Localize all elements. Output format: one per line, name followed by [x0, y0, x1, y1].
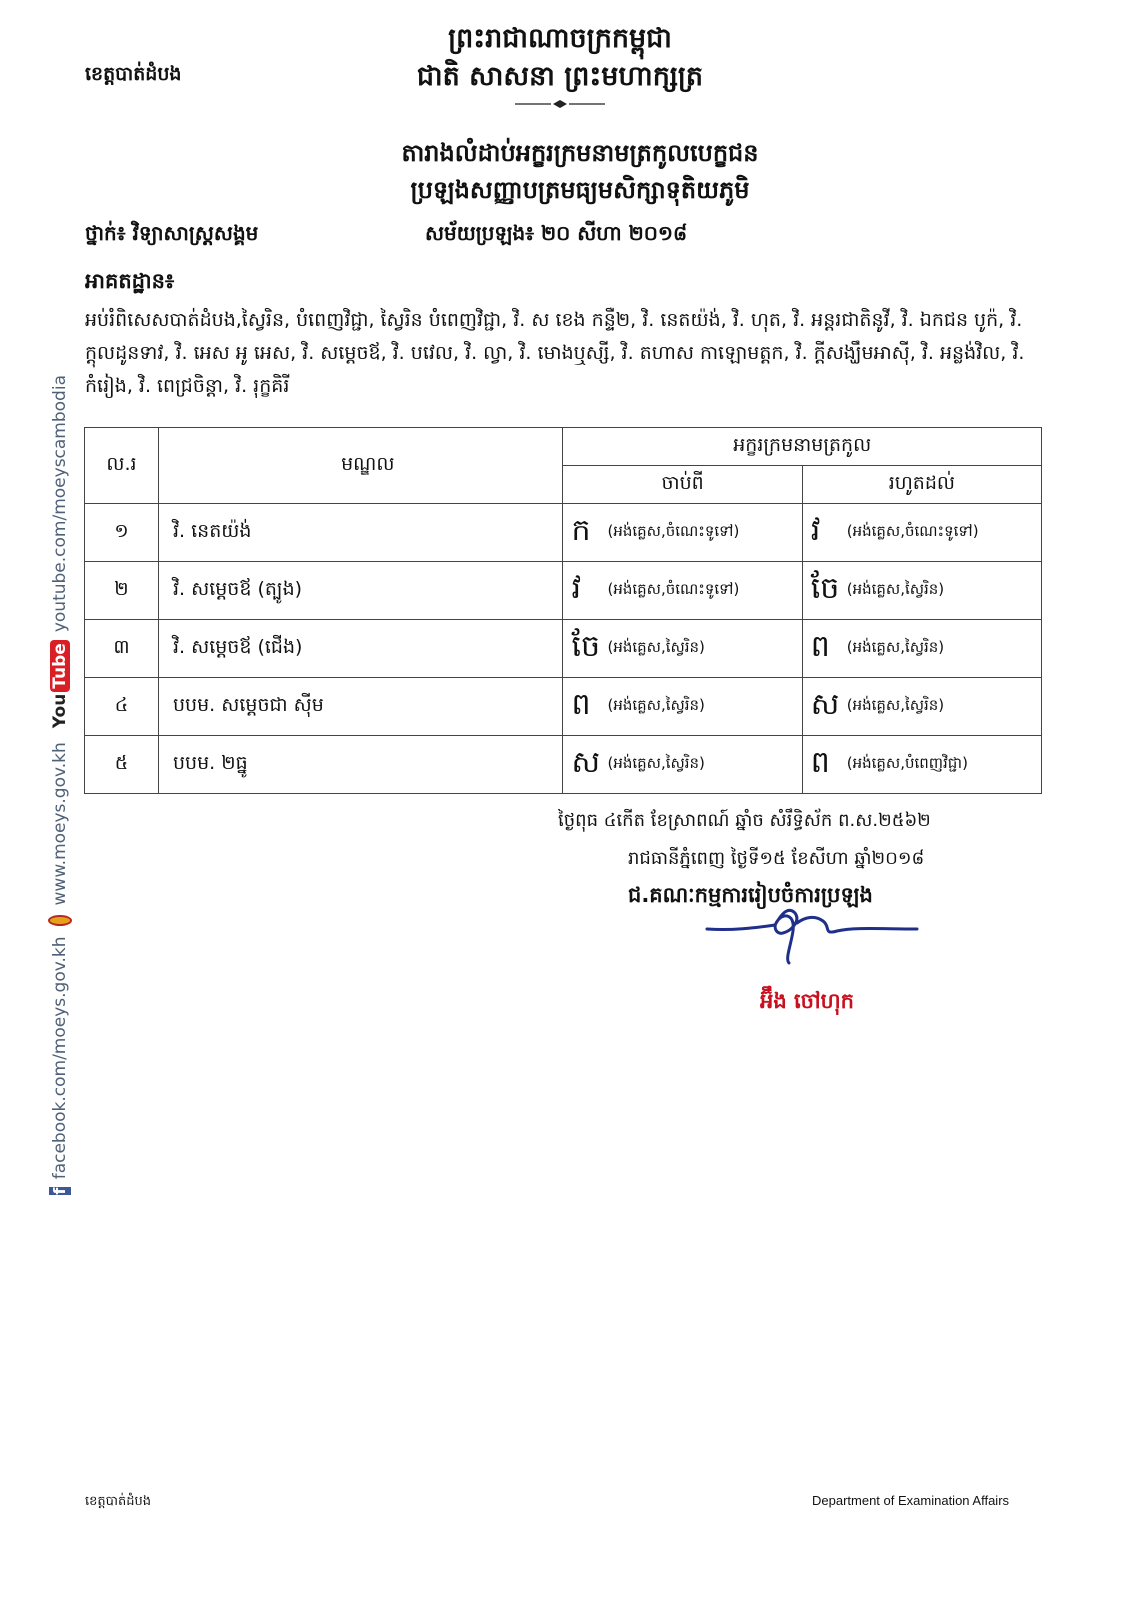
facebook-icon: f: [50, 1187, 69, 1195]
to-letter: ព: [810, 628, 830, 664]
row-to: [802, 678, 1041, 736]
from-letter: វ: [571, 570, 582, 606]
exam-date-label: សម័យប្រឡង៖ ២០ សីហា ២០១៨: [425, 221, 688, 245]
from-letter: ព: [571, 686, 591, 722]
row-to: [802, 504, 1041, 562]
header-number: ល.រ: [85, 428, 159, 504]
row-from: [563, 736, 802, 794]
to-note: (អង់គ្លេស,ស្វៃរិន): [846, 637, 945, 656]
row-number: ៥: [85, 736, 159, 794]
row-from: [563, 562, 802, 620]
department-label: ថ្នាក់៖ វិទ្យាសាស្ត្រសង្គម: [85, 221, 259, 245]
to-note: (អង់គ្លេស,ស្វៃរិន): [846, 695, 945, 714]
centers-list: អប់រំពិសេសបាត់ដំបង,ស្វៃរិន, បំពេញវិជ្ជា, ស្វៃរិន បំពេញវិជ្ជា, វិ. ស ខេង កន្ទឺ២, វិ. នេតយ៉ង់, វិ. ហុត, វិ. អន្តរជាតិនូវី, វិ. ឯកជន បូក៉, វិ. ក្តុលដូនទាវ, វិ. អេស អូ អេស, វិ. សម្តេចឪ, វិ. បវេល, វិ. ល្វា, វិ. មោងឬស្សី, វិ. តហាស កាឡោមត្តក, វិ. ក្តីសង្ឃឹមអាស៊ី, វិ. អន្លង់វិល, វិ. កំរៀង, វិ. ពេជ្រចិន្តា, វិ. រុក្ខគិរី: [85, 309, 1025, 397]
national-motto: ជាតិ សាសនា ព្រះមហាក្សត្រ: [416, 61, 704, 92]
from-note: (អង់គ្លេស,ចំណេះទូទៅ): [607, 521, 740, 540]
document-title-line2: ប្រឡងសញ្ញាបត្រមធ្យមសិក្សាទុតិយភូមិ: [410, 176, 750, 204]
centers-heading: អាគតដ្ឋាន៖: [85, 269, 175, 293]
footer-department: Department of Examination Affairs: [812, 1493, 1010, 1508]
row-from: [563, 678, 802, 736]
alphabet-table: [84, 427, 1042, 794]
to-letter: ព: [810, 744, 830, 780]
to-note: (អង់គ្លេស,ចំណេះទូទៅ): [846, 521, 979, 540]
to-letter: ស: [810, 686, 840, 722]
to-letter: ចែ: [810, 570, 840, 606]
row-to: [802, 620, 1041, 678]
committee-title: ជ.គណៈកម្មការរៀបចំការប្រឡង: [628, 883, 873, 907]
to-letter: វ: [810, 512, 821, 548]
facebook-link[interactable]: facebook.com/moeys.gov.kh: [50, 936, 70, 1180]
ornament-divider: [515, 100, 605, 108]
row-number: ៣: [85, 620, 159, 678]
lunar-date: ថ្ងៃពុធ ៤កើត ខែស្រាពណ៍ ឆ្នាំច សំរឹទ្ធិស័ក ព.ស.២៥៦២: [558, 810, 931, 831]
row-to: [802, 562, 1041, 620]
from-letter: ចែ: [571, 628, 601, 664]
header-to: រហូតដល់: [802, 466, 1041, 504]
row-center: វិ. សម្តេចឪ (ត្បូង): [159, 562, 563, 620]
to-note: (អង់គ្លេស,បំពេញវិជ្ជា): [846, 753, 968, 772]
ministry-seal-icon: [48, 915, 72, 926]
from-note: (អង់គ្លេស,ស្វៃរិន): [607, 753, 705, 772]
place-date: រាជធានីភ្នំពេញ ថ្ងៃទី១៥ ខែសីហា ឆ្នាំ២០១៨: [628, 848, 925, 869]
row-center: បបម. សម្តេចជា ស៊ីម: [159, 678, 563, 736]
youtube-icon: You Tube: [50, 640, 70, 728]
from-note: (អង់គ្លេស,ចំណេះទូទៅ): [607, 579, 740, 598]
footer-province: ខេត្តបាត់ដំបង: [85, 1494, 152, 1509]
header-alphabet: អក្ខរក្រមនាមត្រកូល: [563, 428, 1042, 466]
row-number: ១: [85, 504, 159, 562]
table-row: [85, 562, 1042, 620]
row-center: វិ. សម្តេចឪ (ជើង): [159, 620, 563, 678]
youtube-link[interactable]: youtube.com/moeyscambodia: [50, 375, 70, 633]
row-number: ២: [85, 562, 159, 620]
table-row: [85, 678, 1042, 736]
province-label: ខេត្តបាត់ដំបង: [85, 63, 182, 85]
from-letter: ស: [571, 744, 601, 780]
signature-icon: [705, 905, 920, 965]
header-center: មណ្ឌល: [159, 428, 563, 504]
header-from: ចាប់ពី: [563, 466, 802, 504]
row-from: [563, 620, 802, 678]
kingdom-title: ព្រះរាជាណាចក្រកម្ពុជា: [448, 23, 672, 54]
row-center: វិ. នេតយ៉ង់: [159, 504, 563, 562]
row-to: [802, 736, 1041, 794]
to-note: (អង់គ្លេស,ស្វៃរិន): [846, 579, 945, 598]
from-note: (អង់គ្លេស,ស្វៃរិន): [607, 695, 705, 714]
table-row: [85, 736, 1042, 794]
document-title-line1: តារាងលំដាប់អក្ខរក្រមនាមត្រកូលបេក្ខជន: [401, 139, 759, 167]
from-letter: ក: [571, 512, 591, 548]
signer-name: អ៊ឹង ចៅហុក: [760, 989, 854, 1013]
row-center: បបម. ២ធ្នូ: [159, 736, 563, 794]
table-row: [85, 620, 1042, 678]
website-link[interactable]: www.moeys.gov.kh: [50, 742, 70, 906]
row-number: ៤: [85, 678, 159, 736]
contact-sidebar: [46, 375, 74, 1195]
from-note: (អង់គ្លេស,ស្វៃរិន): [607, 637, 705, 656]
table-row: [85, 504, 1042, 562]
row-from: [563, 504, 802, 562]
